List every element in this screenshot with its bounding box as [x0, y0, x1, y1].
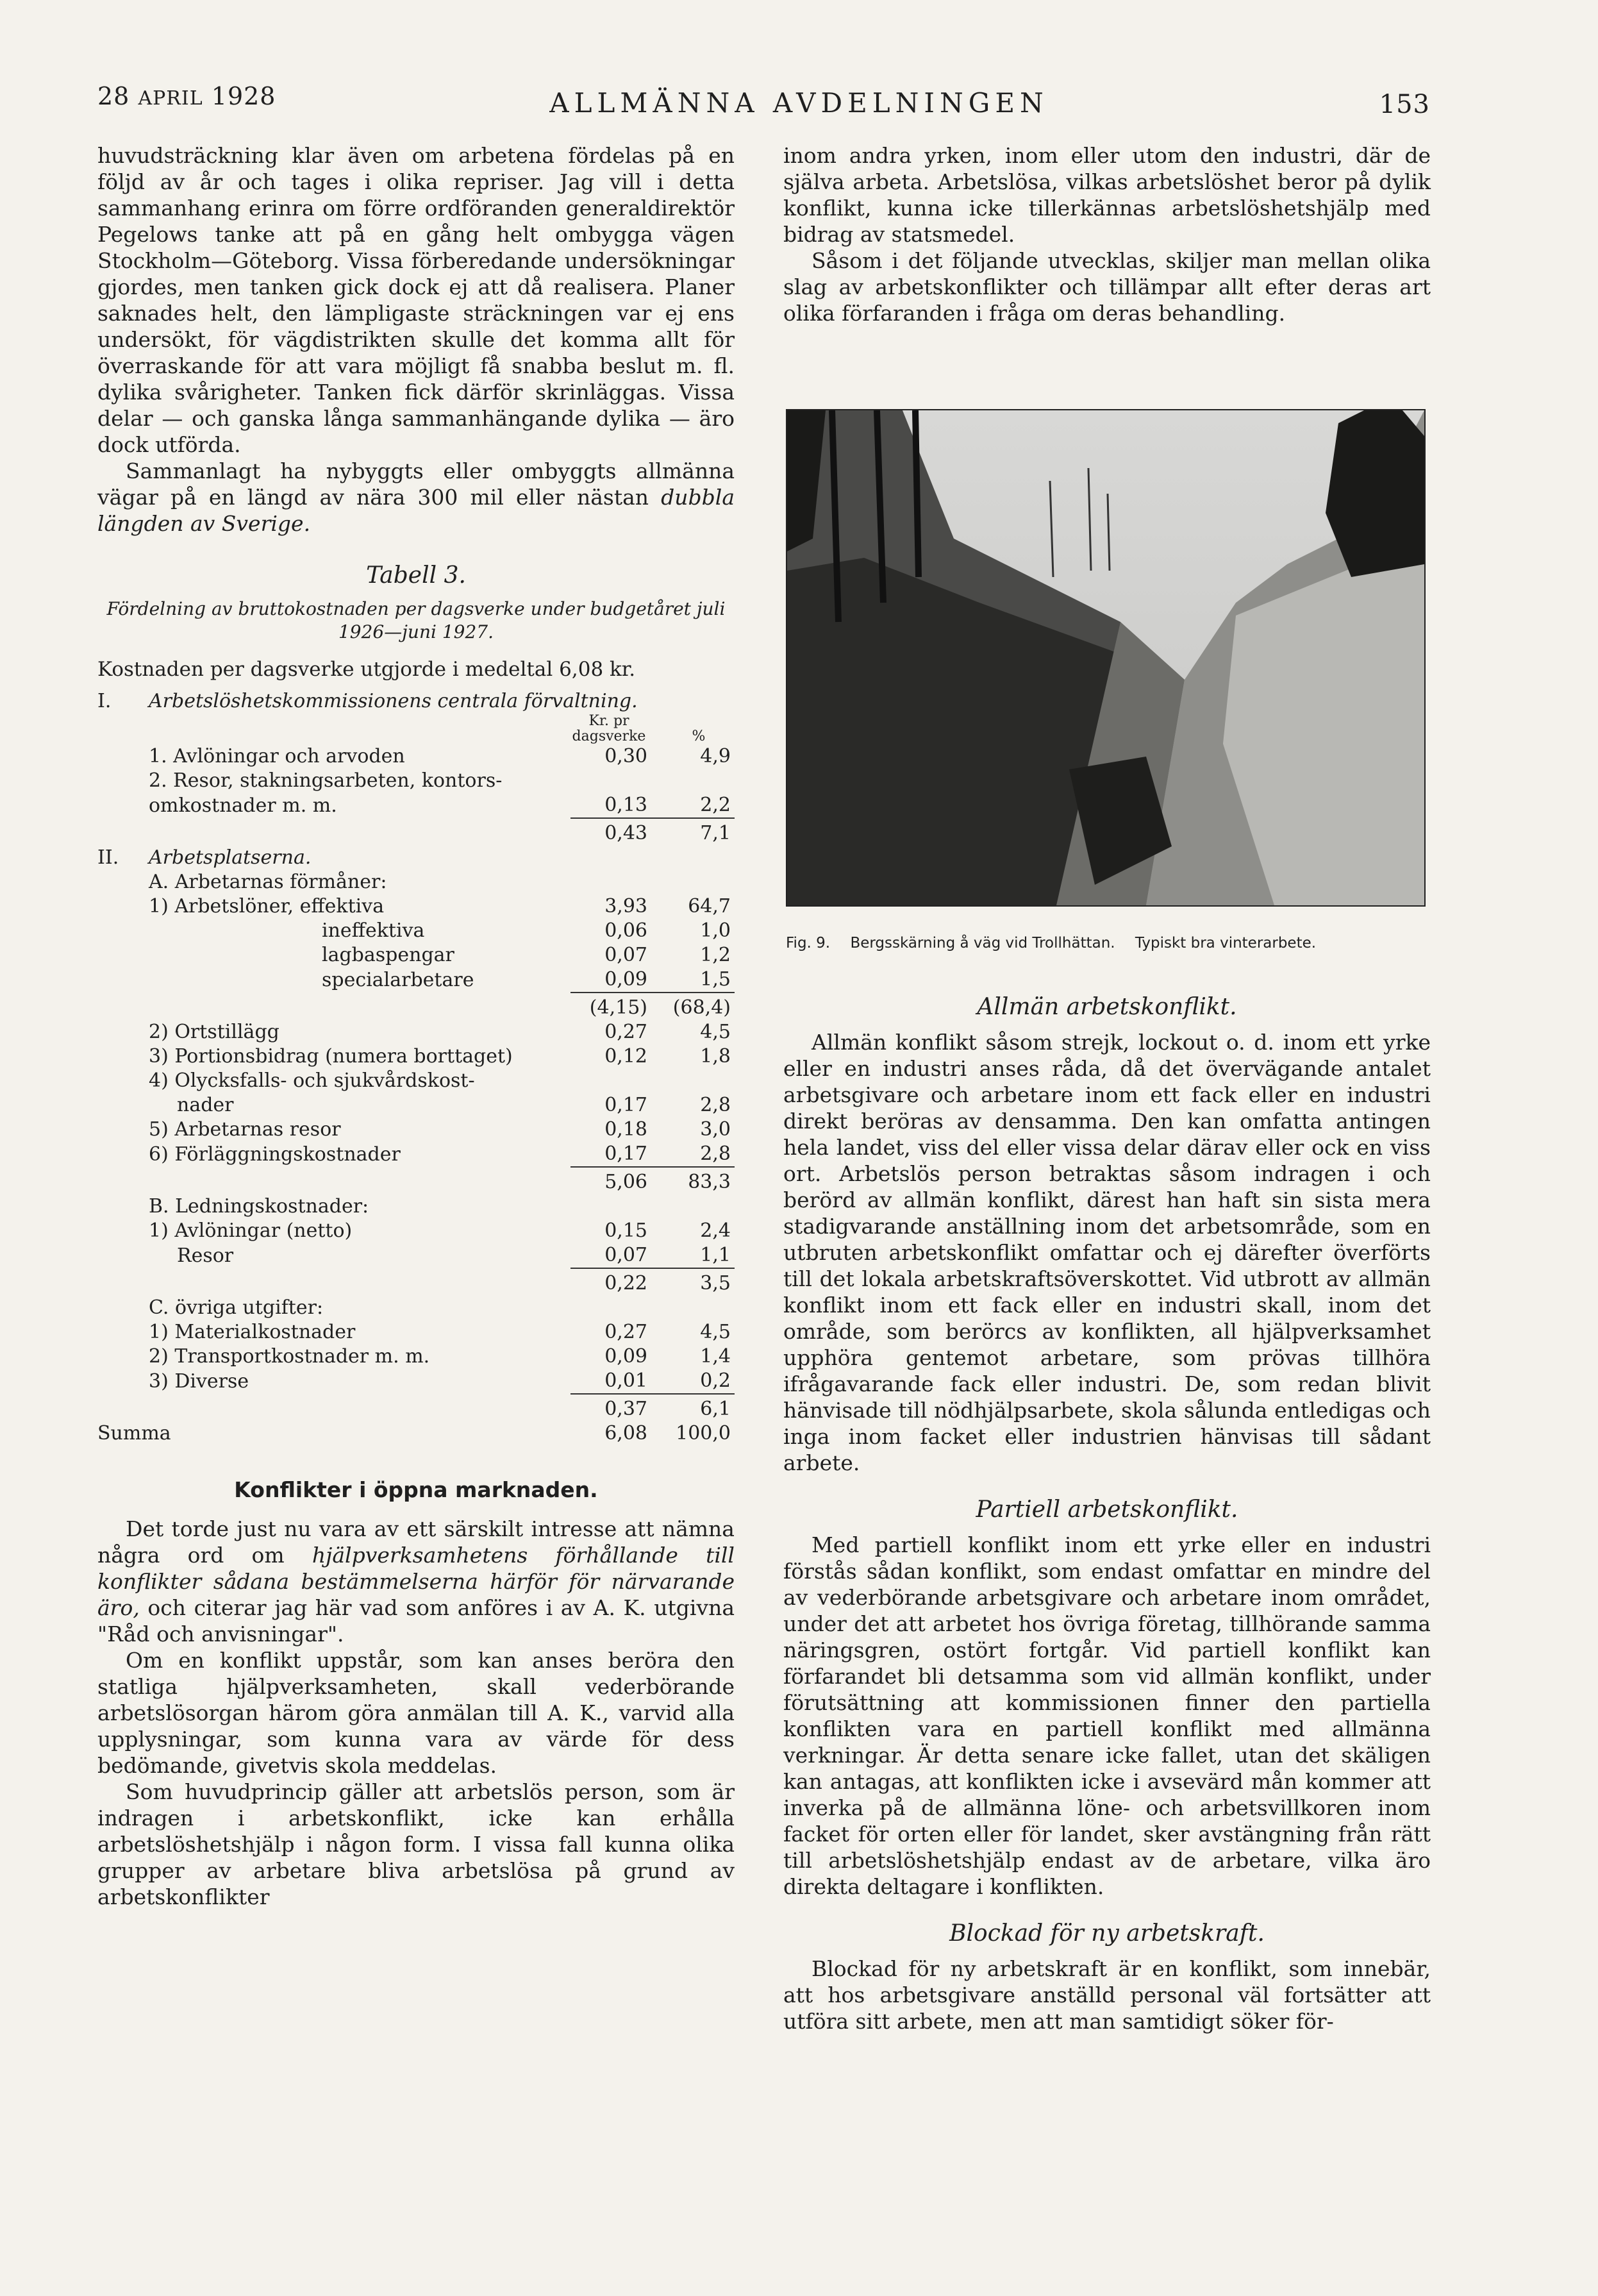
photograph	[786, 409, 1426, 907]
section-heading: Allmän arbetskonflikt.	[977, 994, 1237, 1020]
table-header: Kr. pr dagsverke %	[572, 713, 706, 744]
table-subtotal: 0,43 7,1	[97, 818, 735, 846]
table-subtitle: Fördelning av bruttokostnaden per dagsverke under budgetåret juli 1926—juni 1927.	[106, 598, 726, 642]
table-row: 4) Olycksfalls- och sjukvårdskost-	[149, 1069, 475, 1092]
paragraph: Blockad för ny arbetskraft är en konflikt, som innebär, att hos arbetsgivare anställd personal väl fortsätter att utföra sitt arbete, men att man samtidigt söker för-	[783, 1956, 1431, 2034]
paragraph: Med partiell konflikt inom ett yrke eller en industri förstås sådan konflikt, som endast omfattar en mindre del av vederbörande arbetsgivare och arbetare inom området, under det att arbetet hos övriga företag, tillhörande samma näringsgren, ostört fortgår. Vid partiell konflikt kan förfarandet bli detsamma som vid allmän konflikt, under förutsättning att kommissionen finner den partiella konflikten vara en partiell konflikt med allmänna verkningar. Är detta senare icke fallet, utan det skäligen kan antagas, att konflikten icke i avsevärd mån kommer att inverka på de allmänna löne- och arbetsvillkoren inom facket för orten eller för landet, sker avstängning från rätt till arbetslöshetshjälp endast av de arbetare, vilka äro direkta deltagare i konflikten.	[783, 1532, 1431, 1899]
table-row: omkostnader m. m. 0,13 2,2	[149, 794, 731, 817]
section-heading: Blockad för ny arbetskraft.	[949, 1920, 1265, 1947]
photo-rock-cutting	[787, 410, 1424, 905]
table-row: C. övriga utgifter:	[149, 1296, 324, 1319]
page-number: 153	[1379, 90, 1430, 119]
table-subtotal: 0,37 6,1	[97, 1394, 735, 1421]
table-subtotal: (4,15) (68,4)	[97, 993, 735, 1020]
paragraph: Såsom i det följande utvecklas, skiljer man mellan olika slag av arbetskonflikter och tillämpar allt efter deras art olika förfaranden i fråga om deras behandling.	[783, 248, 1431, 326]
table-title: Tabell 3.	[366, 562, 466, 589]
paragraph: Sammanlagt ha nybyggts eller ombyggts allmänna vägar på en längd av nära 300 mil eller nästan dubbla längden av Sverige.	[97, 458, 735, 536]
table-row: 1. Avlöningar och arvoden 0,30 4,9	[149, 745, 731, 767]
date-month: APRIL	[138, 87, 203, 110]
table-intro: Kostnaden per dagsverke utgjorde i medeltal 6,08 kr.	[97, 658, 636, 681]
cost-table	[97, 689, 735, 1446]
table-subtotal: 0,22 3,5	[97, 1268, 735, 1296]
table-row: 1) Materialkostnader 0,27 4,5	[149, 1321, 731, 1343]
date-year: 1928	[211, 82, 276, 110]
table-row: lagbaspengar 0,07 1,2	[322, 944, 731, 966]
table-row: II. Arbetsplatserna.	[97, 846, 312, 869]
section-heading: Partiell arbetskonflikt.	[976, 1496, 1238, 1523]
table-row: nader 0,17 2,8	[177, 1094, 731, 1116]
table-row: 5) Arbetarnas resor 0,18 3,0	[149, 1118, 731, 1141]
right-column-top	[783, 142, 1431, 326]
table-row: Resor 0,07 1,1	[177, 1244, 731, 1267]
table-row: A. Arbetarnas förmåner:	[149, 871, 387, 893]
date-day: 28	[97, 82, 130, 110]
table-total: Summa 6,08 100,0	[97, 1422, 731, 1445]
table-row: specialarbetare 0,09 1,5	[322, 968, 731, 991]
running-title: ALLMÄNNA AVDELNINGEN	[549, 87, 1049, 119]
right-column-bottom	[783, 994, 1431, 2034]
table-row: 3) Diverse 0,01 0,2	[149, 1370, 731, 1393]
paragraph: Om en konflikt uppstår, som kan anses beröra den statliga hjälpverksamheten, skall vederbörande arbetslösorgan härom göra anmälan till A. K., varvid alla upplysningar, som kunna vara av värde för dess bedömande, givetvis skola meddelas.	[97, 1648, 735, 1778]
table-row: 2) Transportkostnader m. m. 0,09 1,4	[149, 1345, 731, 1368]
paragraph: Som huvudprincip gäller att arbetslös person, som är indragen i arbetskonflikt, icke kan erhålla arbetslöshetshjälp i någon form. I vissa fall kunna olika grupper av arbetare bliva arbetslösa på grund av arbetskonflikter	[97, 1779, 735, 1909]
paragraph: Det torde just nu vara av ett särskilt intresse att nämna några ord om hjälpverksamhetens förhållande till konflikter sådana bestämmelserna härför för närvarande äro, och citerar jag här vad som anföres i av A. K. utgivna "Råd och anvisningar".	[97, 1516, 735, 1647]
paragraph: inom andra yrken, inom eller utom den industri, där de själva arbeta. Arbetslösa, vilkas arbetslöshet beror på dylik konflikt, kunna icke tillerkännas arbetslöshetshjälp med bidrag av statsmedel.	[783, 143, 1431, 247]
table-row: B. Ledningskostnader:	[149, 1195, 369, 1218]
paragraph: huvudsträckning klar även om arbetena fördelas på en följd av år och tages i olika repriser. Jag vill i detta sammanhang erinra om förre ordföranden generaldirektör Pegelows tanke att på en gång helt ombygga vägen Stockholm—Göteborg. Vissa förberedande undersökningar gjordes, men tanken gick dock ej att då realisera. Planer saknades helt, den lämpligaste sträckningen var ej ens undersökt, för vägdistrikten skulle det komma allt för överraskande för att vara möjligt få snabba beslut m. fl. dylika svårigheter. Tanken fick därför skrinläggas. Vissa delar — och ganska långa sammanhängande dylika — äro dock utförda.	[97, 143, 735, 457]
section-heading: Konflikter i öppna marknaden.	[234, 1477, 598, 1502]
table-row: 2) Ortstillägg 0,27 4,5	[149, 1021, 731, 1043]
table-row: ineffektiva 0,06 1,0	[322, 919, 731, 942]
table-row: I. Arbetslöshetskommissionens centrala förvaltning.	[97, 690, 638, 712]
table-row: 1) Arbetslöner, effektiva 3,93 64,7	[149, 895, 731, 918]
table-row: 6) Förläggningskostnader 0,17 2,8	[149, 1143, 731, 1166]
figure-caption: Fig. 9. Bergsskärning å väg vid Trollhättan. Typiskt bra vinterarbete.	[786, 935, 1317, 951]
paragraph: Allmän konflikt såsom strejk, lockout o. d. inom ett yrke eller en industri anses råda, då det övervägande antalet arbetsgivare och arbetare inom ett fack eller en industri direkt beröras av densamma. Den kan omfatta antingen hela landet, viss del eller vissa delar därav eller ock en viss ort. Arbetslös person betraktas såsom indragen i och berörd av allmän konflikt, därest han haft sin sista mera stadigvarande anställning inom det arbetsområde, som en utbruten arbetskonflikt omfattar och ej därefter överförts till det lokala arbetskraftsöverskottet. Vid utbrott av allmän konflikt inom ett fack eller en industri skall, inom det område, som berörcs av konflikten, all hjälpverksamhet upphöra gentemot arbetare, som prövas tillhöra ifrågavarande fack eller industri. De, som redan blivit hänvisade till nödhjälpsarbete, skola sålunda entledigas och inga inom facket eller industrien hänvisas till sådant arbete.	[783, 1030, 1431, 1475]
left-column	[97, 142, 735, 1910]
table-row: 3) Portionsbidrag (numera borttaget) 0,12 1,8	[149, 1045, 731, 1068]
table-row: 1) Avlöningar (netto) 0,15 2,4	[149, 1219, 731, 1242]
table-subtotal: 5,06 83,3	[97, 1167, 735, 1194]
table-row: 2. Resor, stakningsarbeten, kontors-	[149, 769, 503, 792]
